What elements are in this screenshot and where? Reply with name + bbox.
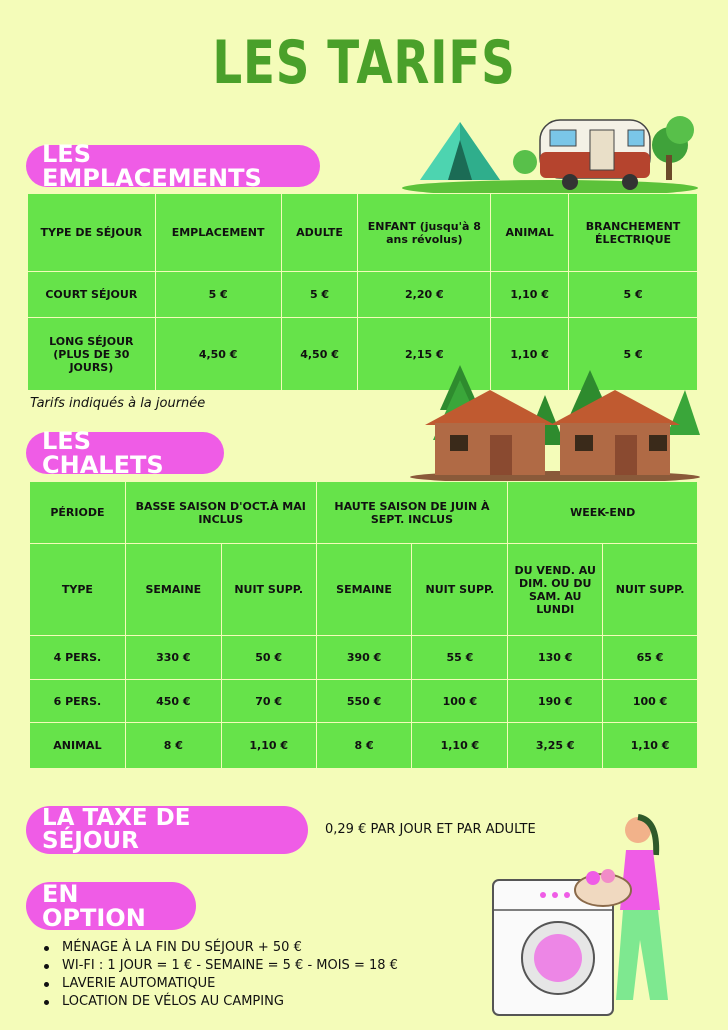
table-row	[30, 723, 698, 769]
table-cell: 65 €	[603, 636, 698, 680]
table-cell: 450 €	[125, 680, 221, 723]
table-cell: 3,25 €	[508, 723, 603, 769]
table-cell: 190 €	[508, 680, 603, 723]
header-cell: SEMAINE	[125, 544, 221, 636]
header-cell: NUIT SUPP.	[221, 544, 316, 636]
table-cell: 4,50 €	[281, 318, 358, 391]
table-cell: 100 €	[603, 680, 698, 723]
table-cell: 1,10 €	[412, 723, 508, 769]
chalets-table	[29, 481, 698, 769]
table-cell: 8 €	[125, 723, 221, 769]
table-cell: 100 €	[412, 680, 508, 723]
section-heading-chalets: LES CHALETS	[26, 432, 224, 474]
table-cell: LONG SÉJOUR (PLUS DE 30 JOURS)	[28, 318, 156, 391]
table-cell: 1,10 €	[221, 723, 316, 769]
options-list	[44, 940, 398, 1012]
table-cell: 1,10 €	[603, 723, 698, 769]
header-cell: NUIT SUPP.	[412, 544, 508, 636]
table-row	[28, 272, 698, 318]
header-cell: EMPLACEMENT	[155, 194, 281, 272]
emplacements-table	[27, 193, 698, 391]
table-cell: 6 PERS.	[30, 680, 126, 723]
header-cell: HAUTE SAISON DE JUIN À SEPT. INCLUS	[316, 482, 508, 544]
table-cell: 4 PERS.	[30, 636, 126, 680]
camping-illustration	[400, 100, 700, 195]
section-heading-emplacements: LES EMPLACEMENTS	[26, 145, 320, 187]
section-heading-taxe: LA TAXE DE SÉJOUR	[26, 806, 308, 854]
header-cell: NUIT SUPP.	[603, 544, 698, 636]
header-cell: SEMAINE	[316, 544, 412, 636]
header-cell: BRANCHEMENT ÉLECTRIQUE	[569, 194, 698, 272]
table-cell: 130 €	[508, 636, 603, 680]
header-cell: WEEK-END	[508, 482, 698, 544]
taxe-text: 0,29 € PAR JOUR ET PAR ADULTE	[325, 822, 536, 837]
list-item: WI-FI : 1 JOUR = 1 € - SEMAINE = 5 € - MOIS = 18 €	[44, 958, 398, 976]
list-item: LOCATION DE VÉLOS AU CAMPING	[44, 994, 398, 1012]
table-cell: 8 €	[316, 723, 412, 769]
header-cell: ADULTE	[281, 194, 358, 272]
table-row	[30, 680, 698, 723]
table-cell: 70 €	[221, 680, 316, 723]
table-cell: 330 €	[125, 636, 221, 680]
header-cell: PÉRIODE	[30, 482, 126, 544]
table-cell: 5 €	[281, 272, 358, 318]
tarif-note: Tarifs indiqués à la journée	[30, 396, 206, 411]
table-cell: ANIMAL	[30, 723, 126, 769]
header-cell: BASSE SAISON D'OCT.À MAI INCLUS	[125, 482, 316, 544]
list-item: LAVERIE AUTOMATIQUE	[44, 976, 398, 994]
table-cell: 1,10 €	[491, 318, 569, 391]
header-cell: TYPE DE SÉJOUR	[28, 194, 156, 272]
header-cell: DU VEND. AU DIM. OU DU SAM. AU LUNDI	[508, 544, 603, 636]
list-item: MÉNAGE À LA FIN DU SÉJOUR + 50 €	[44, 940, 398, 958]
table-cell: 2,20 €	[358, 272, 491, 318]
table-cell: 390 €	[316, 636, 412, 680]
table-cell: 550 €	[316, 680, 412, 723]
table-row	[30, 636, 698, 680]
table-cell: 1,10 €	[491, 272, 569, 318]
header-cell: ENFANT (jusqu'à 8 ans révolus)	[358, 194, 491, 272]
table-cell: 5 €	[155, 272, 281, 318]
table-cell: 5 €	[569, 272, 698, 318]
chalet-illustration	[405, 365, 700, 485]
header-cell: ANIMAL	[491, 194, 569, 272]
header-cell: TYPE	[30, 544, 126, 636]
table-cell: COURT SÉJOUR	[28, 272, 156, 318]
table-cell: 2,15 €	[358, 318, 491, 391]
table-cell: 55 €	[412, 636, 508, 680]
laundry-illustration	[488, 800, 703, 1020]
section-heading-options: EN OPTION	[26, 882, 196, 930]
table-cell: 50 €	[221, 636, 316, 680]
table-cell: 4,50 €	[155, 318, 281, 391]
table-cell: 5 €	[569, 318, 698, 391]
page-title: LES TARIFS	[212, 28, 516, 98]
